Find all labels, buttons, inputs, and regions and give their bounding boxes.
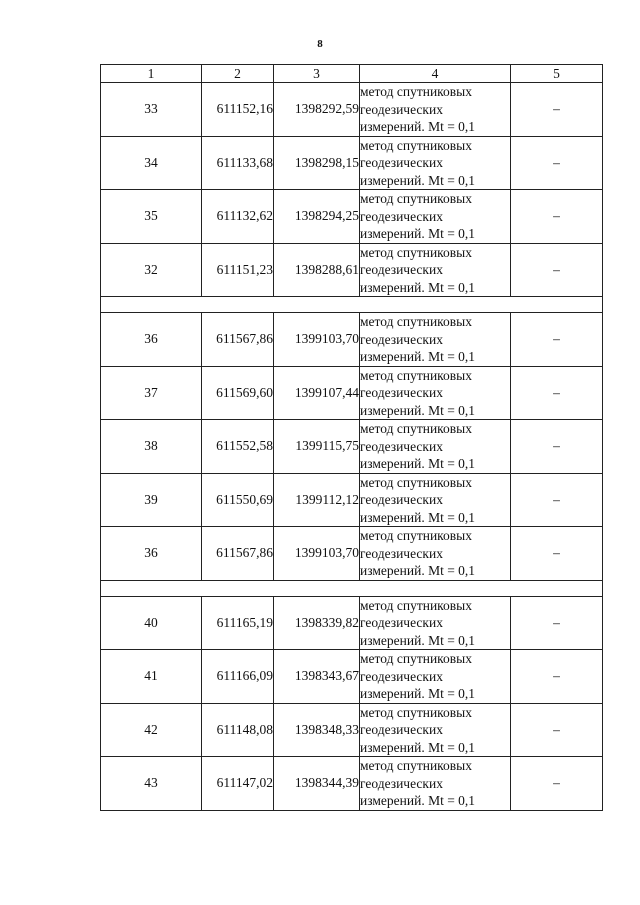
method-text-line: геодезических <box>360 668 443 684</box>
header-col-2: 2 <box>202 65 274 83</box>
method-text-line: метод спутниковых <box>360 474 472 490</box>
method-text-line: геодезических <box>360 722 443 737</box>
page-number: 8 <box>317 38 323 50</box>
method-text-line: геодезических <box>360 101 443 117</box>
method-text-line: измерений. Mt = 0,1 <box>360 632 476 648</box>
x-coordinate-cell: 611147,02 <box>202 757 274 811</box>
accuracy-dash-cell: – <box>511 650 603 704</box>
accuracy-dash-cell: – <box>511 527 603 581</box>
method-cell <box>360 650 511 704</box>
method-text-line: геодезических <box>360 208 443 224</box>
method-cell <box>360 420 511 474</box>
method-cell <box>360 596 511 650</box>
y-coordinate-cell: 1398348,33 <box>274 703 360 757</box>
table-row <box>101 420 603 474</box>
y-coordinate-cell: 1399103,70 <box>274 313 360 367</box>
point-number-cell: 39 <box>101 473 202 527</box>
group-separator-row <box>101 297 603 313</box>
point-number-cell: 38 <box>101 420 202 474</box>
accuracy-dash-cell: – <box>511 473 603 527</box>
table-row <box>101 190 603 244</box>
table-body <box>101 83 603 811</box>
accuracy-dash-cell: – <box>511 190 603 244</box>
y-coordinate-cell: 1398344,39 <box>274 757 360 811</box>
method-text-line: измерений. Mt = 0,1 <box>360 793 476 808</box>
method-text-line: метод спутниковых <box>360 191 472 206</box>
point-number-cell: 36 <box>101 313 202 367</box>
accuracy-dash-cell: – <box>511 83 603 137</box>
x-coordinate-cell: 611569,60 <box>202 366 274 420</box>
table-row <box>101 366 603 420</box>
method-cell <box>360 366 511 420</box>
table-row <box>101 703 603 757</box>
accuracy-dash-cell: – <box>511 596 603 650</box>
method-text-line: геодезических <box>360 615 443 630</box>
method-cell <box>360 757 511 811</box>
method-text-line: измерений. Mt = 0,1 <box>360 119 476 134</box>
x-coordinate-cell: 611148,08 <box>202 703 274 757</box>
method-cell <box>360 527 511 581</box>
point-number-cell: 41 <box>101 650 202 704</box>
table-row <box>101 650 603 704</box>
method-text-line: метод спутниковых <box>360 314 472 329</box>
method-text-line: метод спутниковых <box>360 421 472 436</box>
method-text-line: геодезических <box>360 331 443 347</box>
table-row <box>101 596 603 650</box>
x-coordinate-cell: 611567,86 <box>202 527 274 581</box>
y-coordinate-cell: 1399112,12 <box>274 473 360 527</box>
x-coordinate-cell: 611567,86 <box>202 313 274 367</box>
method-text-line: измерений. Mt = 0,1 <box>360 686 476 701</box>
y-coordinate-cell: 1399107,44 <box>274 366 360 420</box>
point-number-cell: 34 <box>101 136 202 190</box>
method-text-line: метод спутниковых <box>360 758 472 773</box>
header-col-3: 3 <box>274 65 360 83</box>
method-text-line: геодезических <box>360 155 443 170</box>
coordinates-table <box>100 64 603 811</box>
method-text-line: метод спутниковых <box>360 528 472 543</box>
y-coordinate-cell: 1398343,67 <box>274 650 360 704</box>
method-cell <box>360 243 511 297</box>
x-coordinate-cell: 611166,09 <box>202 650 274 704</box>
table-row <box>101 527 603 581</box>
y-coordinate-cell: 1398294,25 <box>274 190 360 244</box>
method-text-line: метод спутниковых <box>360 651 472 666</box>
method-text-line: измерений. Mt = 0,1 <box>360 349 476 364</box>
table-row <box>101 83 603 137</box>
table-header-row <box>101 65 603 83</box>
method-cell <box>360 313 511 367</box>
table-row <box>101 473 603 527</box>
x-coordinate-cell: 611550,69 <box>202 473 274 527</box>
method-text-line: измерений. Mt = 0,1 <box>360 402 476 418</box>
header-col-5: 5 <box>511 65 603 83</box>
y-coordinate-cell: 1399115,75 <box>274 420 360 474</box>
accuracy-dash-cell: – <box>511 366 603 420</box>
method-text-line: метод спутниковых <box>360 597 472 613</box>
method-text-line: измерений. Mt = 0,1 <box>360 456 476 471</box>
method-cell <box>360 136 511 190</box>
point-number-cell: 36 <box>101 527 202 581</box>
method-text-line: метод спутниковых <box>360 704 472 720</box>
point-number-cell: 33 <box>101 83 202 137</box>
x-coordinate-cell: 611133,68 <box>202 136 274 190</box>
separator-cell <box>101 297 603 313</box>
y-coordinate-cell: 1398292,59 <box>274 83 360 137</box>
separator-cell <box>101 580 603 596</box>
accuracy-dash-cell: – <box>511 243 603 297</box>
method-text-line: измерений. Mt = 0,1 <box>360 509 476 525</box>
table-row <box>101 136 603 190</box>
group-separator-row <box>101 580 603 596</box>
method-text-line: метод спутниковых <box>360 137 472 153</box>
y-coordinate-cell: 1398298,15 <box>274 136 360 190</box>
method-text-line: геодезических <box>360 385 443 400</box>
point-number-cell: 32 <box>101 243 202 297</box>
accuracy-dash-cell: – <box>511 313 603 367</box>
x-coordinate-cell: 611152,16 <box>202 83 274 137</box>
point-number-cell: 43 <box>101 757 202 811</box>
accuracy-dash-cell: – <box>511 136 603 190</box>
table-row <box>101 313 603 367</box>
method-text-line: геодезических <box>360 438 443 454</box>
method-cell <box>360 190 511 244</box>
method-text-line: метод спутниковых <box>360 367 472 383</box>
x-coordinate-cell: 611151,23 <box>202 243 274 297</box>
method-text-line: измерений. Mt = 0,1 <box>360 172 476 188</box>
method-text-line: геодезических <box>360 775 443 791</box>
point-number-cell: 42 <box>101 703 202 757</box>
method-text-line: метод спутниковых <box>360 84 472 99</box>
x-coordinate-cell: 611552,58 <box>202 420 274 474</box>
table-row <box>101 243 603 297</box>
accuracy-dash-cell: – <box>511 703 603 757</box>
accuracy-dash-cell: – <box>511 420 603 474</box>
accuracy-dash-cell: – <box>511 757 603 811</box>
method-text-line: измерений. Mt = 0,1 <box>360 563 476 578</box>
method-text-line: метод спутниковых <box>360 244 472 260</box>
method-cell <box>360 473 511 527</box>
y-coordinate-cell: 1398288,61 <box>274 243 360 297</box>
x-coordinate-cell: 611132,62 <box>202 190 274 244</box>
header-col-4: 4 <box>360 65 511 83</box>
y-coordinate-cell: 1398339,82 <box>274 596 360 650</box>
method-text-line: измерений. Mt = 0,1 <box>360 739 476 755</box>
point-number-cell: 35 <box>101 190 202 244</box>
header-col-1: 1 <box>101 65 202 83</box>
method-text-line: измерений. Mt = 0,1 <box>360 226 476 241</box>
method-text-line: измерений. Mt = 0,1 <box>360 279 476 295</box>
point-number-cell: 40 <box>101 596 202 650</box>
point-number-cell: 37 <box>101 366 202 420</box>
method-text-line: геодезических <box>360 545 443 561</box>
method-text-line: геодезических <box>360 492 443 507</box>
method-cell <box>360 703 511 757</box>
table-row <box>101 757 603 811</box>
y-coordinate-cell: 1399103,70 <box>274 527 360 581</box>
x-coordinate-cell: 611165,19 <box>202 596 274 650</box>
method-cell <box>360 83 511 137</box>
method-text-line: геодезических <box>360 262 443 277</box>
